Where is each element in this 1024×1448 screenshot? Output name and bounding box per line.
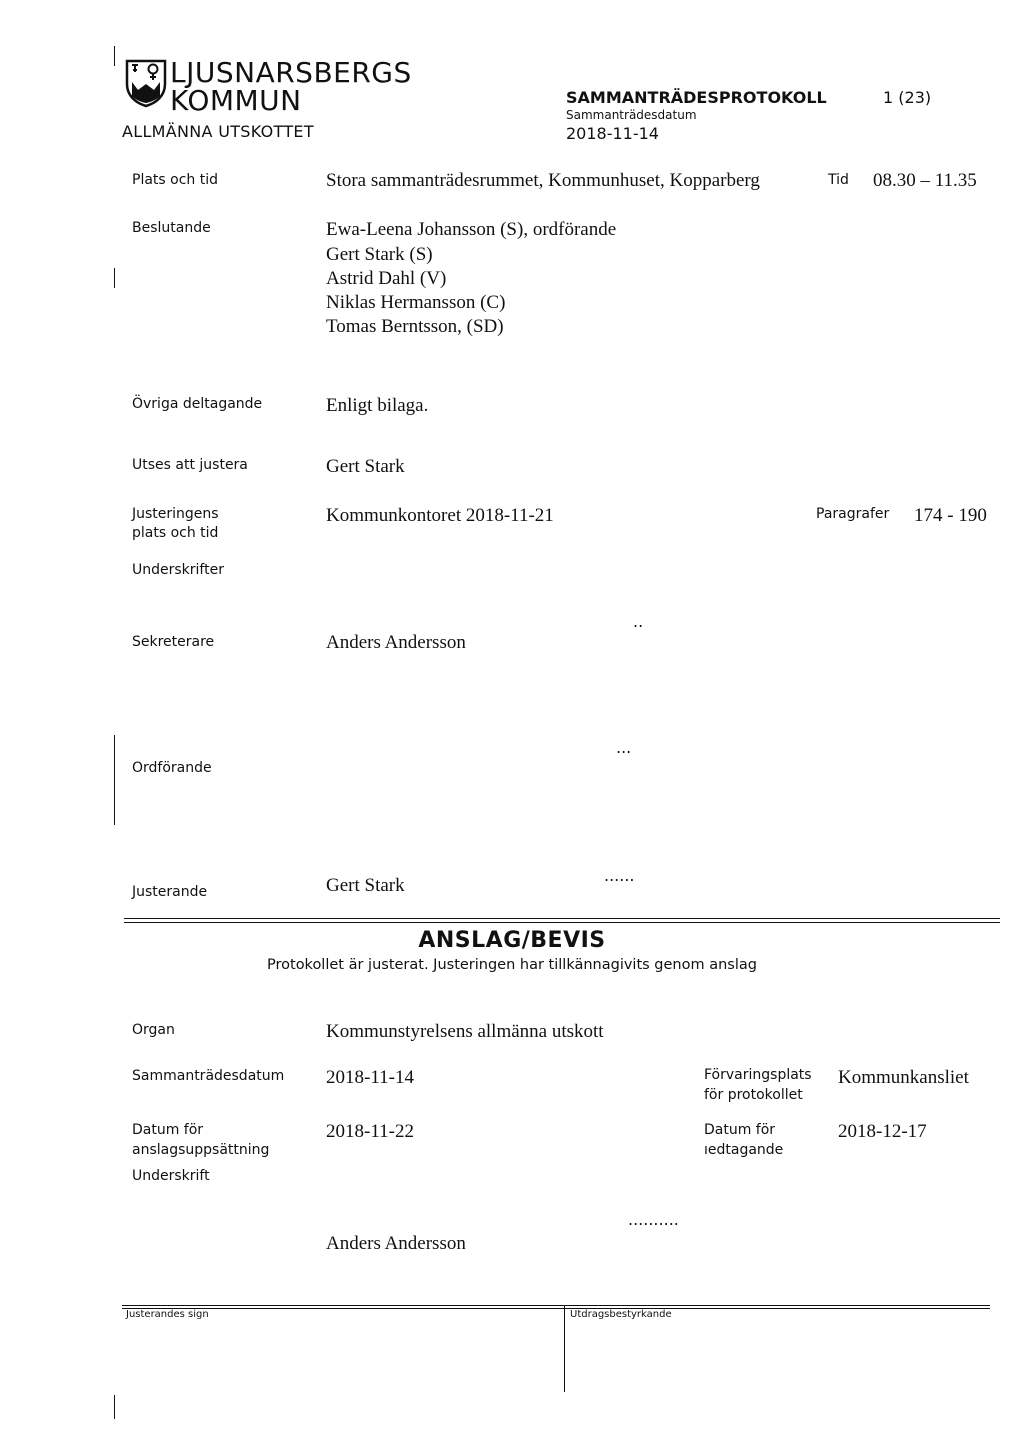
adjustment-place-value: Kommunkontoret 2018-11-21 xyxy=(326,505,554,526)
notice-meeting-date-value: 2018-11-14 xyxy=(326,1067,414,1088)
posting-date-value: 2018-11-22 xyxy=(326,1121,414,1142)
secretary-name: Anders Andersson xyxy=(326,632,466,653)
footer-divider xyxy=(564,1306,565,1392)
secretary-label: Sekreterare xyxy=(132,634,215,650)
secretary-signature-dots: .. xyxy=(633,612,644,631)
decider-item: Ewa-Leena Johansson (S), ordförande xyxy=(326,219,617,240)
notice-subtitle: Protokollet är justerat. Justeringen har tillkännagivits genom anslag xyxy=(267,957,757,973)
storage-label-2: för protokollet xyxy=(704,1087,803,1103)
storage-value: Kommunkansliet xyxy=(838,1067,969,1088)
decider-item: Astrid Dahl (V) xyxy=(326,268,447,289)
adjustment-place-label-2: plats och tid xyxy=(132,525,219,541)
decider-item: Gert Stark (S) xyxy=(326,244,433,265)
storage-label-1: Förvaringsplats xyxy=(704,1067,812,1083)
organ-label: Organ xyxy=(132,1022,175,1038)
footer-rule xyxy=(122,1305,990,1306)
notice-signature-name: Anders Andersson xyxy=(326,1233,466,1254)
time-value: 08.30 – 11.35 xyxy=(873,170,977,191)
notice-signature-label: Underskrift xyxy=(132,1168,210,1184)
paragraphs-label: Paragrafer xyxy=(816,506,890,522)
committee-name: ALLMÄNNA UTSKOTTET xyxy=(122,122,314,141)
meeting-date-label: Sammanträdesdatum xyxy=(566,108,697,122)
adjustment-place-label-1: Justeringens xyxy=(132,506,219,522)
other-participants-label: Övriga deltagande xyxy=(132,396,263,412)
left-margin-rule xyxy=(114,1395,115,1419)
other-participants-value: Enligt bilaga. xyxy=(326,395,429,416)
left-margin-rule xyxy=(114,268,115,288)
footer-rule xyxy=(122,1308,990,1309)
adjuster-name: Gert Stark xyxy=(326,875,405,896)
extract-certification-box-label: Utdragsbestyrkande xyxy=(570,1309,672,1320)
chair-label: Ordförande xyxy=(132,760,212,776)
place-value: Stora sammanträdesrummet, Kommunhuset, Kopparberg xyxy=(326,170,760,191)
notice-signature-dots: .......... xyxy=(628,1210,679,1229)
municipality-name-line-1: LJUSNARSBERGS xyxy=(170,56,412,89)
notice-separator xyxy=(124,922,1000,923)
posting-date-label-2: anslagsuppsättning xyxy=(132,1142,270,1158)
municipal-crest-icon xyxy=(124,58,168,108)
signatures-label: Underskrifter xyxy=(132,562,224,578)
adjuster-appointed-value: Gert Stark xyxy=(326,456,405,477)
chair-signature-dots: ... xyxy=(616,738,632,757)
decider-item: Tomas Berntsson, (SD) xyxy=(326,316,504,337)
meeting-date-value: 2018-11-14 xyxy=(566,124,659,143)
adjuster-signature-dots: ...... xyxy=(604,866,635,885)
adjuster-label: Justerande xyxy=(132,884,208,900)
municipality-name-line-2: KOMMUN xyxy=(170,84,302,117)
place-label: Plats och tid xyxy=(132,172,218,188)
adjuster-name-clip xyxy=(326,875,466,900)
left-margin-rule xyxy=(114,46,115,66)
notice-title: ANSLAG/BEVIS xyxy=(418,928,606,953)
decider-item: Niklas Hermansson (C) xyxy=(326,292,506,313)
paragraphs-value: 174 - 190 xyxy=(914,505,987,526)
removal-date-label-2: ıedtagande xyxy=(704,1142,784,1158)
adjuster-sign-box-label: Justerandes sign xyxy=(126,1309,209,1320)
adjuster-appointed-label: Utses att justera xyxy=(132,457,248,473)
document-type: SAMMANTRÄDESPROTOKOLL xyxy=(566,88,827,107)
page-number: 1 (23) xyxy=(883,88,932,107)
notice-separator xyxy=(124,918,1000,919)
posting-date-label-1: Datum för xyxy=(132,1122,204,1138)
deciders-label: Beslutande xyxy=(132,220,211,236)
removal-date-value: 2018-12-17 xyxy=(838,1121,927,1142)
left-margin-rule xyxy=(114,735,115,825)
time-label: Tid xyxy=(828,172,849,188)
removal-date-label-1: Datum för xyxy=(704,1122,776,1138)
organ-value: Kommunstyrelsens allmänna utskott xyxy=(326,1021,604,1042)
notice-meeting-date-label: Sammanträdesdatum xyxy=(132,1068,285,1084)
